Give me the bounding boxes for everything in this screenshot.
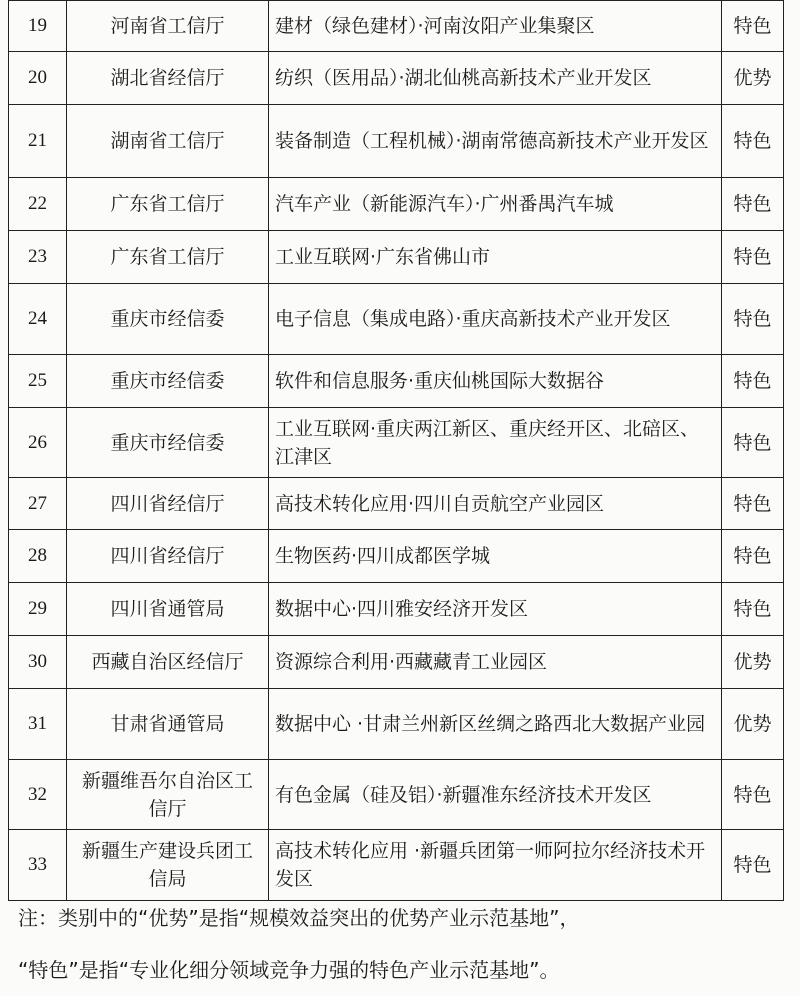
table-row bbox=[9, 636, 784, 689]
field-base-cell: 电子信息（集成电路）·重庆高新技术产业开发区 bbox=[269, 284, 722, 355]
field-base-cell: 数据中心 ·甘肃兰州新区丝绸之路西北大数据产业园 bbox=[269, 689, 722, 760]
table-row bbox=[9, 583, 784, 636]
category-cell: 优势 bbox=[722, 636, 784, 689]
field-base-cell: 软件和信息服务·重庆仙桃国际大数据谷 bbox=[269, 355, 722, 408]
category-cell: 特色 bbox=[722, 231, 784, 284]
table-row bbox=[9, 1, 784, 52]
footnote-line-2: “特色”是指“专业化细分领域竞争力强的特色产业示范基地”。 bbox=[18, 958, 560, 982]
row-number: 25 bbox=[9, 355, 67, 408]
department-cell: 河南省工信厅 bbox=[67, 1, 269, 52]
row-number: 27 bbox=[9, 478, 67, 530]
row-number: 26 bbox=[9, 408, 67, 478]
table-row bbox=[9, 408, 784, 478]
demonstration-base-table bbox=[8, 0, 784, 901]
category-cell: 特色 bbox=[722, 478, 784, 530]
category-cell: 优势 bbox=[722, 52, 784, 105]
department-cell: 广东省工信厅 bbox=[67, 178, 269, 231]
department-cell: 广东省工信厅 bbox=[67, 231, 269, 284]
department-cell: 西藏自治区经信厅 bbox=[67, 636, 269, 689]
table-row bbox=[9, 478, 784, 530]
row-number: 24 bbox=[9, 284, 67, 355]
row-number: 30 bbox=[9, 636, 67, 689]
table-row bbox=[9, 52, 784, 105]
row-number: 32 bbox=[9, 760, 67, 830]
category-cell: 特色 bbox=[722, 105, 784, 178]
category-cell: 特色 bbox=[722, 760, 784, 830]
department-cell: 湖南省工信厅 bbox=[67, 105, 269, 178]
category-cell: 特色 bbox=[722, 408, 784, 478]
table-row bbox=[9, 355, 784, 408]
table-body bbox=[9, 1, 784, 901]
category-cell: 特色 bbox=[722, 530, 784, 583]
field-base-cell: 生物医药·四川成都医学城 bbox=[269, 530, 722, 583]
department-cell: 四川省通管局 bbox=[67, 583, 269, 636]
department-cell: 重庆市经信委 bbox=[67, 408, 269, 478]
category-cell: 特色 bbox=[722, 178, 784, 231]
field-base-cell: 数据中心·四川雅安经济开发区 bbox=[269, 583, 722, 636]
category-cell: 特色 bbox=[722, 830, 784, 901]
table-row bbox=[9, 178, 784, 231]
department-cell: 重庆市经信委 bbox=[67, 355, 269, 408]
category-cell: 特色 bbox=[722, 1, 784, 52]
row-number: 28 bbox=[9, 530, 67, 583]
field-base-cell: 高技术转化应用·四川自贡航空产业园区 bbox=[269, 478, 722, 530]
category-cell: 优势 bbox=[722, 689, 784, 760]
table-row bbox=[9, 105, 784, 178]
row-number: 33 bbox=[9, 830, 67, 901]
row-number: 19 bbox=[9, 1, 67, 52]
category-cell: 特色 bbox=[722, 583, 784, 636]
category-cell: 特色 bbox=[722, 284, 784, 355]
field-base-cell: 建材（绿色建材）·河南汝阳产业集聚区 bbox=[269, 1, 722, 52]
department-cell: 四川省经信厅 bbox=[67, 530, 269, 583]
row-number: 22 bbox=[9, 178, 67, 231]
table-row bbox=[9, 830, 784, 901]
department-cell: 甘肃省通管局 bbox=[67, 689, 269, 760]
department-cell: 新疆维吾尔自治区工信厅 bbox=[67, 760, 269, 830]
field-base-cell: 工业互联网·广东省佛山市 bbox=[269, 231, 722, 284]
row-number: 31 bbox=[9, 689, 67, 760]
department-cell: 重庆市经信委 bbox=[67, 284, 269, 355]
row-number: 29 bbox=[9, 583, 67, 636]
row-number: 20 bbox=[9, 52, 67, 105]
field-base-cell: 高技术转化应用 ·新疆兵团第一师阿拉尔经济技术开发区 bbox=[269, 830, 722, 901]
field-base-cell: 汽车产业（新能源汽车）·广州番禺汽车城 bbox=[269, 178, 722, 231]
table-row bbox=[9, 284, 784, 355]
field-base-cell: 工业互联网·重庆两江新区、重庆经开区、北碚区、江津区 bbox=[269, 408, 722, 478]
field-base-cell: 资源综合利用·西藏藏青工业园区 bbox=[269, 636, 722, 689]
category-cell: 特色 bbox=[722, 355, 784, 408]
footnote bbox=[18, 904, 788, 984]
field-base-cell: 有色金属（硅及铝）·新疆准东经济技术开发区 bbox=[269, 760, 722, 830]
table-row bbox=[9, 689, 784, 760]
department-cell: 新疆生产建设兵团工信局 bbox=[67, 830, 269, 901]
table-row bbox=[9, 760, 784, 830]
field-base-cell: 装备制造（工程机械）·湖南常德高新技术产业开发区 bbox=[269, 105, 722, 178]
row-number: 23 bbox=[9, 231, 67, 284]
footnote-line-1: 注：类别中的“优势”是指“规模效益突出的优势产业示范基地”， bbox=[18, 906, 580, 930]
table-row bbox=[9, 530, 784, 583]
department-cell: 湖北省经信厅 bbox=[67, 52, 269, 105]
row-number: 21 bbox=[9, 105, 67, 178]
table-row bbox=[9, 231, 784, 284]
department-cell: 四川省经信厅 bbox=[67, 478, 269, 530]
field-base-cell: 纺织（医用品）·湖北仙桃高新技术产业开发区 bbox=[269, 52, 722, 105]
